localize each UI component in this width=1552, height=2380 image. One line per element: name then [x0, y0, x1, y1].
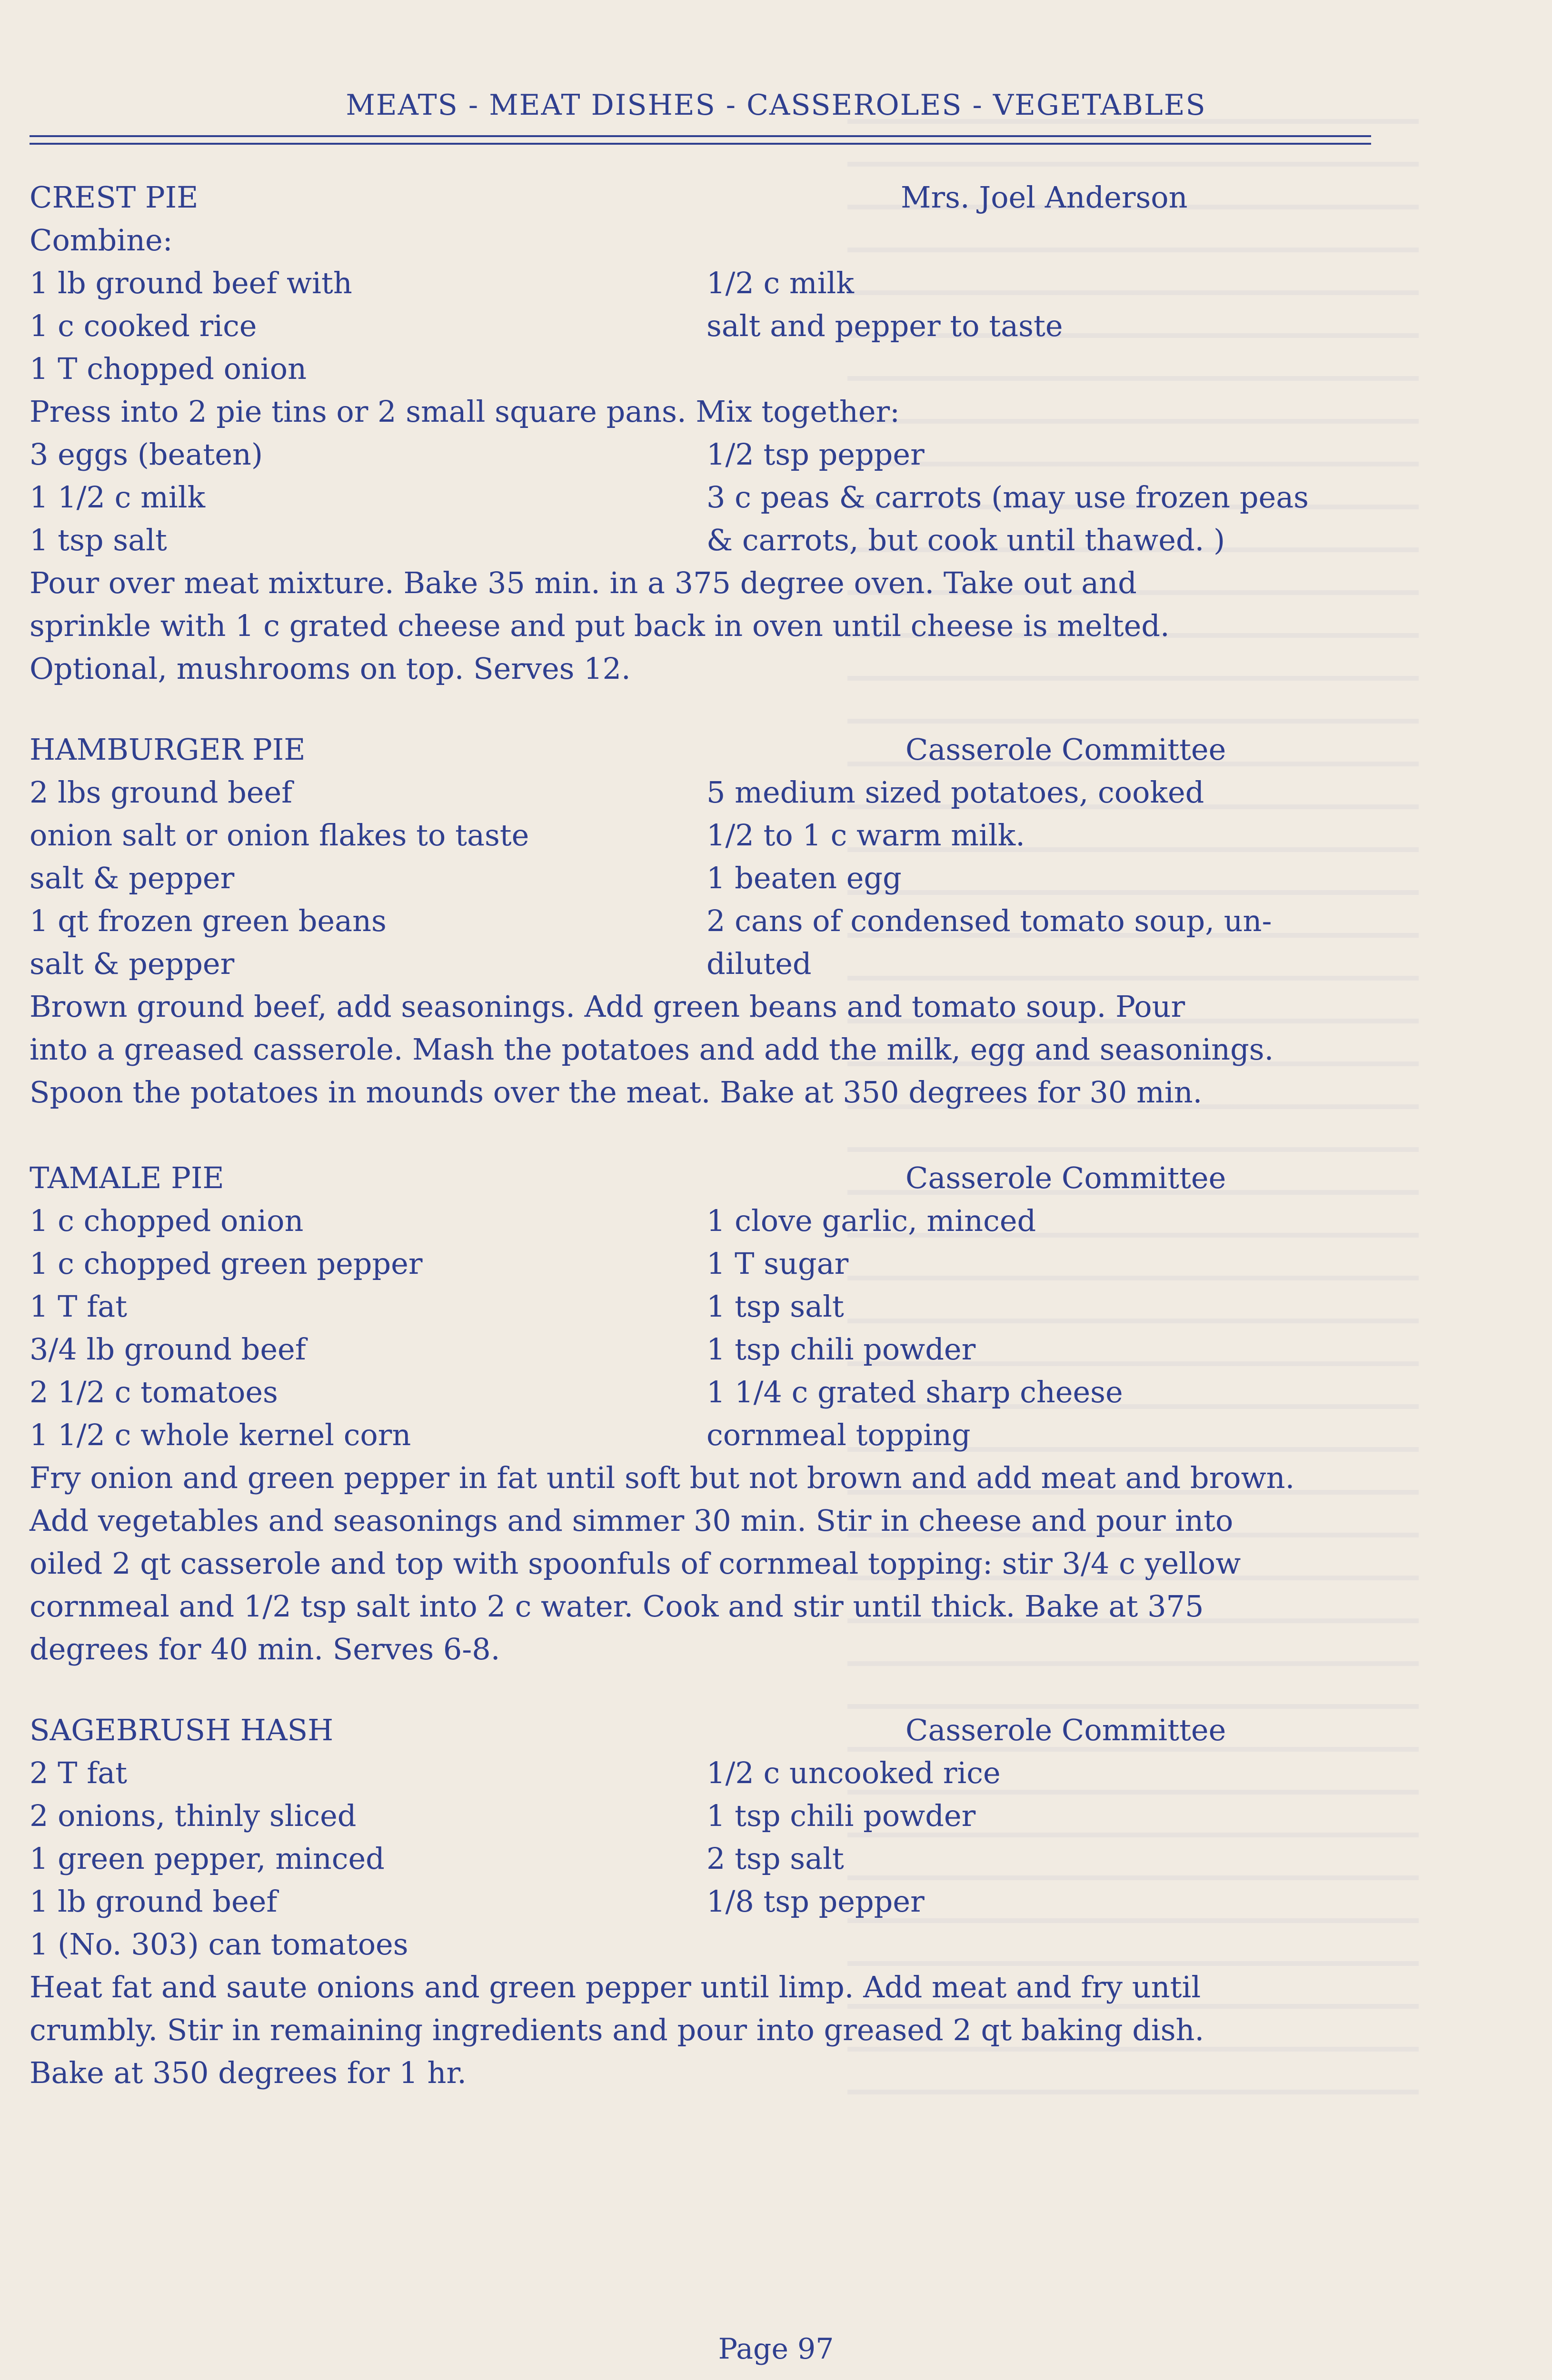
header-rule-bottom: [30, 143, 1371, 145]
recipe-heading: [30, 1157, 1458, 1200]
ingredient-left: 2 1/2 c tomatoes: [30, 1375, 278, 1409]
recipe-text-line: Heat fat and saute onions and green pepper until limp. Add meat and fry until: [30, 1970, 1201, 2004]
recipe-text-line: crumbly. Stir in remaining ingredients and pour into greased 2 qt baking dish.: [30, 2013, 1204, 2047]
recipe-text-line: oiled 2 qt casserole and top with spoonfuls of cornmeal topping: stir 3/4 c yellow: [30, 1546, 1241, 1581]
ingredient-row: [30, 476, 1458, 519]
ingredient-left: 1 1/2 c milk: [30, 480, 206, 515]
ingredient-left: onion salt or onion flakes to taste: [30, 818, 529, 853]
recipe-crest-pie: [30, 176, 1458, 690]
ingredient-row: [30, 262, 1458, 305]
recipe-sagebrush-hash: [30, 1709, 1458, 2094]
ingredient-row: [30, 814, 1458, 857]
recipe-text-line: Spoon the potatoes in mounds over the meat. Bake at 350 degrees for 30 min.: [30, 1075, 1203, 1110]
ingredient-left: 2 onions, thinly sliced: [30, 1798, 357, 1833]
ingredient-row: [30, 1923, 1458, 1966]
ingredient-left: 1 green pepper, minced: [30, 1841, 385, 1876]
ingredient-left: 3/4 lb ground beef: [30, 1332, 306, 1367]
recipe-author: Casserole Committee: [905, 1713, 1226, 1747]
recipe-title: TAMALE PIE: [30, 1160, 224, 1195]
ingredient-row: [30, 1837, 1458, 1880]
ingredient-right: 2 cans of condensed tomato soup, un-: [706, 903, 1272, 938]
ingredient-row: [30, 305, 1458, 347]
ingredient-left: 1 lb ground beef: [30, 1884, 278, 1919]
recipe-text-line: cornmeal and 1/2 tsp salt into 2 c water. Cook and stir until thick. Bake at 375: [30, 1589, 1204, 1624]
ingredient-right: 1 tsp chili powder: [706, 1798, 976, 1833]
ingredient-right: 1/8 tsp pepper: [706, 1884, 925, 1919]
recipe-text-line: Add vegetables and seasonings and simmer 30 min. Stir in cheese and pour into: [30, 1503, 1234, 1538]
ingredient-right: cornmeal topping: [706, 1418, 971, 1452]
ingredient-right: 3 c peas & carrots (may use frozen peas: [706, 480, 1309, 515]
ingredient-left: 2 T fat: [30, 1755, 128, 1790]
ingredient-right: diluted: [706, 946, 812, 981]
ingredient-row: [30, 1752, 1458, 1795]
ingredient-row: [30, 1371, 1458, 1414]
recipe-text-line: Combine:: [30, 223, 173, 258]
header-rule-top: [30, 135, 1371, 137]
recipe-author: Casserole Committee: [905, 732, 1226, 767]
ingredient-right: 1 tsp salt: [706, 1289, 844, 1324]
ingredient-row: [30, 1200, 1458, 1242]
recipe-text-line: Brown ground beef, add seasonings. Add green beans and tomato soup. Pour: [30, 989, 1185, 1024]
recipe-author: Mrs. Joel Anderson: [901, 180, 1188, 215]
recipe-title: SAGEBRUSH HASH: [30, 1713, 334, 1747]
recipe-text-line: Optional, mushrooms on top. Serves 12.: [30, 651, 631, 686]
ingredient-right: & carrots, but cook until thawed. ): [706, 523, 1225, 557]
page-number: Page 97: [718, 2332, 834, 2366]
ingredient-right: 1 beaten egg: [706, 861, 902, 895]
recipe-text-line: Fry onion and green pepper in fat until soft but not brown and add meat and brown.: [30, 1460, 1295, 1495]
ingredient-row: [30, 1414, 1458, 1457]
ingredient-right: 1 T sugar: [706, 1246, 849, 1281]
ingredient-row: [30, 942, 1458, 985]
recipe-heading: [30, 1709, 1458, 1752]
page-header: MEATS - MEAT DISHES - CASSEROLES - VEGETABLES: [346, 89, 1206, 122]
ingredient-left: 1 lb ground beef with: [30, 266, 352, 300]
ingredient-left: 1 (No. 303) can tomatoes: [30, 1927, 408, 1962]
recipe-heading: [30, 176, 1458, 219]
ingredient-right: 1 1/4 c grated sharp cheese: [706, 1375, 1123, 1409]
recipe-heading: [30, 728, 1458, 771]
ingredient-left: salt & pepper: [30, 946, 235, 981]
ingredient-left: 1 T fat: [30, 1289, 128, 1324]
ingredient-left: 1 c chopped onion: [30, 1203, 304, 1238]
ingredient-left: 1 T chopped onion: [30, 351, 307, 386]
ingredient-right: 1/2 to 1 c warm milk.: [706, 818, 1025, 853]
ingredient-right: salt and pepper to taste: [706, 308, 1063, 343]
recipe-title: HAMBURGER PIE: [30, 732, 306, 767]
ingredient-row: [30, 1285, 1458, 1328]
ingredient-left: 1 1/2 c whole kernel corn: [30, 1418, 411, 1452]
ingredient-row: [30, 347, 1458, 390]
ingredient-row: [30, 900, 1458, 942]
recipe-author: Casserole Committee: [905, 1160, 1226, 1195]
recipe-text-line: Press into 2 pie tins or 2 small square pans. Mix together:: [30, 394, 900, 429]
ingredient-left: 1 qt frozen green beans: [30, 903, 387, 938]
ingredient-row: [30, 857, 1458, 900]
recipe-text-line: into a greased casserole. Mash the potatoes and add the milk, egg and seasonings.: [30, 1032, 1274, 1067]
recipe-text-line: Bake at 350 degrees for 1 hr.: [30, 2055, 467, 2090]
ingredient-row: [30, 519, 1458, 562]
ingredient-row: [30, 1880, 1458, 1923]
ingredient-row: [30, 1242, 1458, 1285]
ingredient-right: 1 tsp chili powder: [706, 1332, 976, 1367]
ingredient-row: [30, 1795, 1458, 1837]
ingredient-left: salt & pepper: [30, 861, 235, 895]
recipe-text-line: sprinkle with 1 c grated cheese and put back in oven until cheese is melted.: [30, 608, 1170, 643]
recipe-text-line: degrees for 40 min. Serves 6-8.: [30, 1632, 500, 1666]
ingredient-right: 1 clove garlic, minced: [706, 1203, 1036, 1238]
ingredient-left: 1 c cooked rice: [30, 308, 257, 343]
ingredient-row: [30, 771, 1458, 814]
ingredient-left: 3 eggs (beaten): [30, 437, 263, 472]
ingredient-row: [30, 1328, 1458, 1371]
ingredient-right: 5 medium sized potatoes, cooked: [706, 775, 1204, 810]
ingredient-row: [30, 433, 1458, 476]
ingredient-right: 1/2 c milk: [706, 266, 854, 300]
ingredient-left: 2 lbs ground beef: [30, 775, 293, 810]
ingredient-left: 1 c chopped green pepper: [30, 1246, 423, 1281]
recipe-tamale-pie: [30, 1157, 1458, 1671]
ingredient-left: 1 tsp salt: [30, 523, 167, 557]
recipe-title: CREST PIE: [30, 180, 199, 215]
ingredient-right: 2 tsp salt: [706, 1841, 844, 1876]
ingredient-right: 1/2 tsp pepper: [706, 437, 925, 472]
ingredient-right: 1/2 c uncooked rice: [706, 1755, 1001, 1790]
recipe-text-line: Pour over meat mixture. Bake 35 min. in a 375 degree oven. Take out and: [30, 565, 1137, 600]
recipe-hamburger-pie: [30, 728, 1458, 1114]
